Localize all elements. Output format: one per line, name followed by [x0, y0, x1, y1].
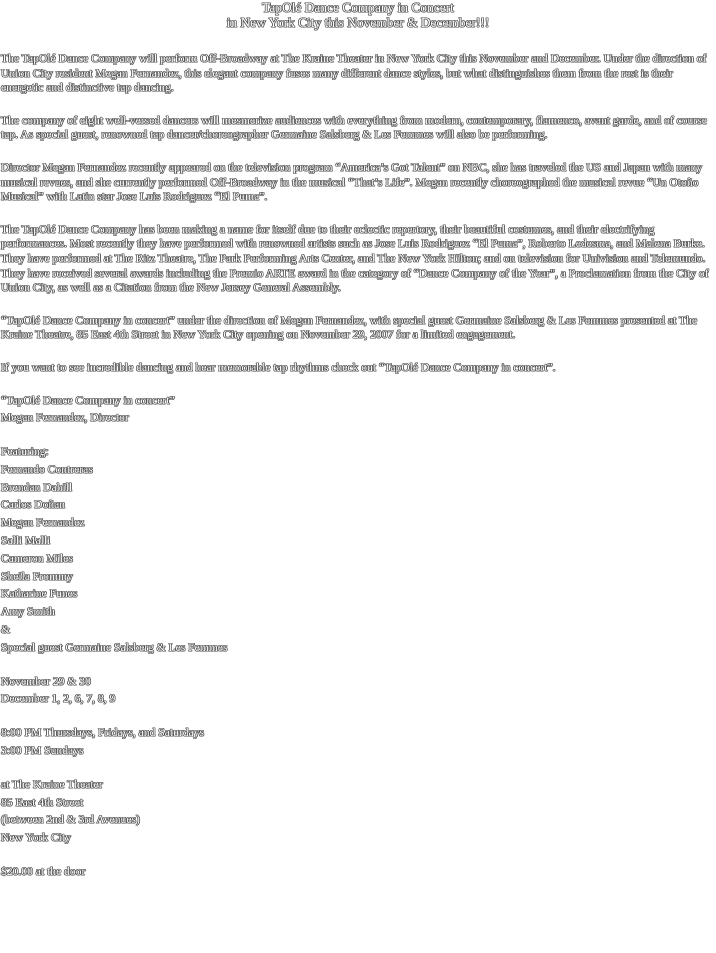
- title-line-2: in New York City this November & December!!!: [226, 15, 490, 30]
- featuring-list: [1, 443, 715, 657]
- show-name: “TapOlé Dance Company in concert”: [1, 393, 175, 407]
- featuring-heading: Featuring:: [1, 445, 49, 459]
- venue-line: (between 2nd & 3rd Avenues): [1, 813, 140, 827]
- paragraph-intro: The TapOlé Dance Company will perform Off-Broadway at The Kraine Theater in New York City this November and December. Under the direction of Union City resident Megan Fernandez, this elegant company fuses many different dance styles, but what distinguishes them from the rest is their energetic and distinctive tap dancing.: [1, 52, 707, 95]
- time-line: 8:00 PM Thursdays, Fridays, and Saturdays: [1, 726, 204, 740]
- credits-block: [1, 392, 715, 428]
- list-item: Fernando Contreras: [1, 462, 93, 476]
- list-item: Sheila Frommy: [1, 569, 73, 583]
- time-line: 3:00 PM Sundays: [1, 744, 84, 758]
- list-item: Salli Malli: [1, 534, 51, 548]
- paragraph-history: The TapOlé Dance Company has been making a name for itself due to their eclectic repertory, their beautiful costumes, and their electrifying performances. Most recently they have performed with renowned artists such as Jose Luis Rodriguez “El Puma”, Roberto Ledesma, and Malena Burke. They have performed at The Ritz Theatre, The Park Performing Arts Center, and The New York Hilton; and on television for Univision and Telemundo. They have received several awards including the Premio ARTE award in the category of “Dance Company of the Year”, a Proclamation from the City of Union City, as well as a Citation from the New Jersey General Assembly.: [1, 222, 709, 295]
- list-item: Katharine Funes: [1, 587, 78, 601]
- list-item: &: [1, 623, 11, 637]
- list-item: Carlos Doñan: [1, 498, 66, 512]
- list-item: Amy Smith: [1, 605, 55, 619]
- venue-block: [1, 776, 715, 847]
- venue-line: at The Kraine Theater: [1, 777, 103, 791]
- paragraph-engagement: “TapOlé Dance Company in concert” under the direction of Megan Fernandez, with special guest Germaine Salsberg & Les Femmes presented at The Kraine Theatre, 85 East 4th Street in New York City opening on November 29, 2007 for a limited engagement.: [1, 313, 698, 342]
- list-item: Brendan Dahill: [1, 480, 73, 494]
- list-item: Special guest Germaine Salsberg & Les Femmes: [1, 640, 228, 654]
- page-title: [1, 0, 715, 30]
- list-item: Megan Fernandez: [1, 516, 85, 530]
- paragraph-director: Director Megan Fernandez recently appeared on the television program “America’s Got Talent” on NBC, she has traveled the US and Japan with many musical revues, and she currently performed Off-Broadway in the musical “That’s Life”. Megan recently choreographed the musical revue “Un Otoño Musical” with Latin star Jose Luis Rodriguez “El Puma”.: [1, 160, 703, 204]
- times-block: [1, 724, 715, 760]
- paragraph-dancers: The company of eight well-versed dancers will mesmerize audiences with everything from modern, contemporary, flamenco, avant garde, and of course tap. As special guest, renowned tap dancer/choreographer Germaine Salsberg & Les Femmes will also be performing.: [1, 113, 707, 142]
- paragraph-call-to-action: If you want to see incredible dancing and hear memorable tap rhythms check out “TapOlé Dance Company in concert”.: [1, 360, 556, 374]
- venue-line: 85 East 4th Street: [1, 795, 84, 809]
- ticket-price: $20.00 at the door: [1, 865, 86, 879]
- dates-block: [1, 673, 715, 709]
- list-item: Cameron Miles: [1, 551, 73, 565]
- price-block: [1, 863, 715, 881]
- title-line-1: TapOlé Dance Company in Concert: [262, 0, 454, 15]
- date-line: December 1, 2, 6, 7, 8, 9: [1, 692, 116, 706]
- date-line: November 29 & 30: [1, 674, 91, 688]
- venue-line: New York City: [1, 831, 71, 845]
- director-credit: Megan Fernandez, Director: [1, 411, 129, 425]
